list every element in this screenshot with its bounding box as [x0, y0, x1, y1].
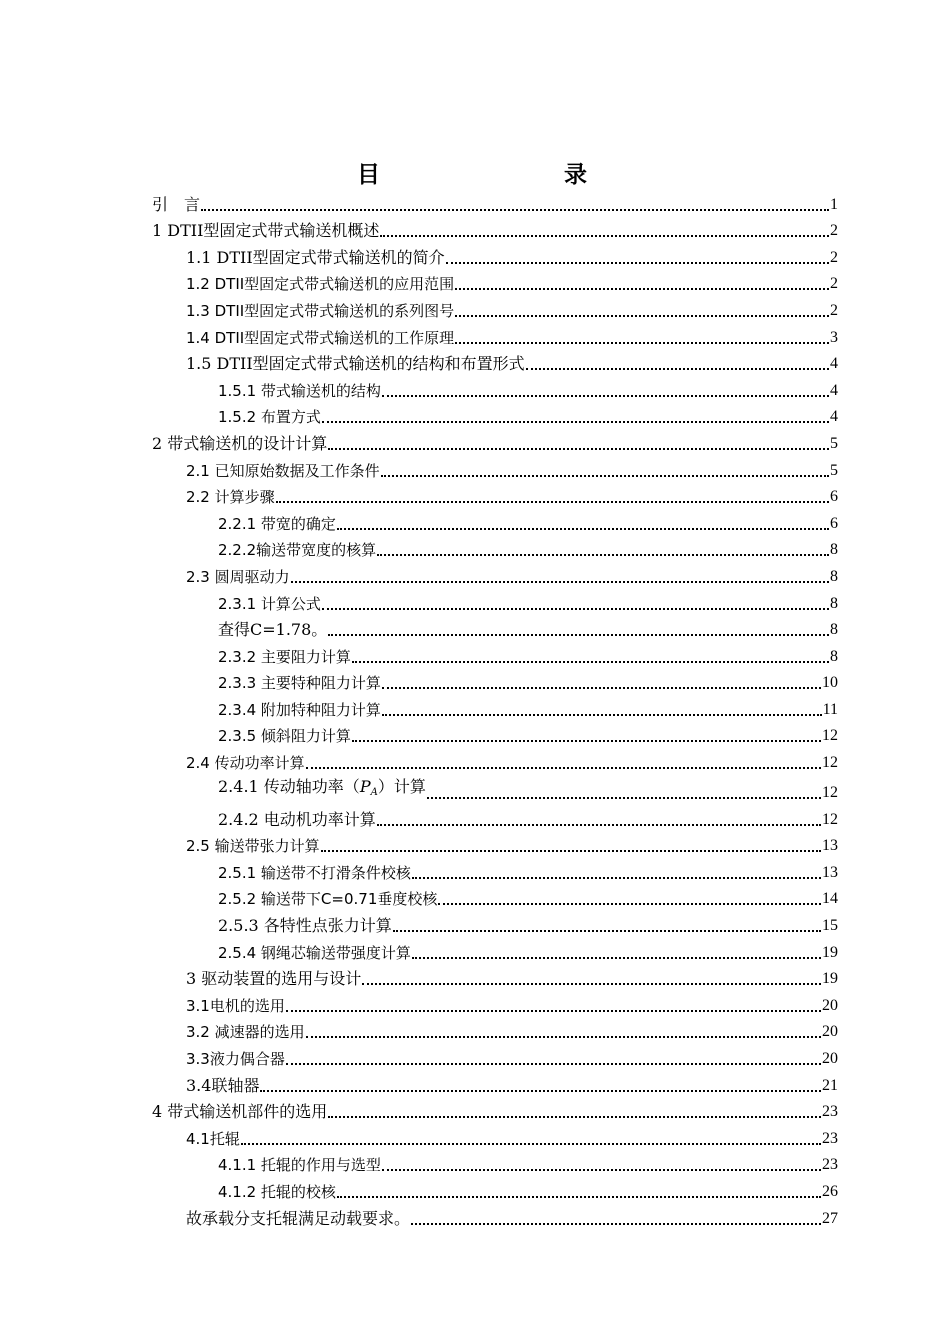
- toc-entry-label: 2.3.5 倾斜阻力计算: [218, 727, 351, 746]
- toc-entry-label-tail: ）计算: [377, 777, 426, 797]
- formula-subscript: A: [370, 787, 378, 799]
- dot-leader: [412, 876, 821, 879]
- toc-entry[interactable]: [152, 640, 838, 667]
- toc-entry-page-number: 23: [822, 1129, 838, 1147]
- dot-leader: [328, 633, 829, 636]
- toc-entry-page-number: 21: [822, 1076, 838, 1094]
- toc-entry-label: 2.5.1 输送带不打滑条件校核: [218, 863, 411, 882]
- dot-leader: [393, 929, 821, 932]
- toc-entry[interactable]: [152, 1122, 838, 1149]
- toc-entry-label: 2.5.4 钢绳芯输送带强度计算: [218, 943, 411, 962]
- toc-entry-page-number: 3: [830, 328, 838, 346]
- toc-entry-label: 4.1.1 托辊的作用与选型: [218, 1156, 381, 1175]
- toc-entry-page-number: 2: [830, 301, 838, 319]
- toc-entry-page-number: 2: [830, 222, 838, 240]
- dot-leader: [286, 1009, 821, 1012]
- toc-entry[interactable]: [152, 1016, 838, 1043]
- dot-leader: [446, 261, 829, 264]
- toc-entry-page-number: 23: [822, 1103, 838, 1121]
- toc-entry[interactable]: [152, 963, 838, 990]
- toc-entry-page-number: 8: [830, 621, 838, 639]
- toc-entry[interactable]: [152, 401, 838, 428]
- toc-entry[interactable]: [152, 215, 838, 242]
- toc-entry[interactable]: [152, 1149, 838, 1176]
- toc-entry-label: 3.2 减速器的选用: [186, 1023, 305, 1042]
- toc-entry-label: 2.5.2 输送带下C=0.71垂度校核: [218, 890, 438, 909]
- toc-entry-page-number: 19: [822, 970, 838, 988]
- dot-leader: [328, 1115, 821, 1118]
- toc-entry-label: 3.1电机的选用: [186, 996, 285, 1015]
- toc-entry[interactable]: [152, 534, 838, 561]
- toc-entry-label: 1.5 DTII型固定式带式输送机的结构和布置形式: [186, 354, 525, 374]
- toc-entry-page-number: 12: [822, 810, 838, 828]
- dot-leader: [352, 660, 829, 663]
- toc-entry-label: 2.2 计算步骤: [186, 488, 275, 507]
- dot-leader: [306, 1035, 821, 1038]
- toc-entry-label: 2.5 输送带张力计算: [186, 837, 320, 856]
- toc-entry[interactable]: [152, 1202, 838, 1229]
- dot-leader: [306, 766, 821, 769]
- toc-entry-label: 1.1 DTII型固定式带式输送机的简介: [186, 247, 445, 267]
- dot-leader: [438, 902, 821, 905]
- toc-entry[interactable]: [152, 693, 838, 720]
- toc-entry[interactable]: [152, 188, 838, 215]
- toc-entry[interactable]: [152, 454, 838, 481]
- toc-entry-label: 2.5.3 各特性点张力计算: [218, 916, 392, 936]
- toc-entry-page-number: 5: [830, 434, 838, 452]
- toc-entry[interactable]: [152, 268, 838, 295]
- toc-entry-page-number: 5: [830, 461, 838, 479]
- toc-entry[interactable]: [152, 614, 838, 641]
- toc-entry-page-number: 4: [830, 381, 838, 399]
- dot-leader: [526, 367, 829, 370]
- toc-entry-label-text: 2.4.1 传动轴功率（: [218, 777, 360, 797]
- toc-entry-label: 1.5.1 带式输送机的结构: [218, 381, 381, 400]
- toc-entry-page-number: 12: [822, 727, 838, 745]
- toc-entry[interactable]: [152, 989, 838, 1016]
- toc-entry-page-number: 23: [822, 1156, 838, 1174]
- toc-entry[interactable]: [152, 909, 838, 936]
- dot-leader: [276, 500, 829, 503]
- toc-entry-label: 2.2.2输送带宽度的核算: [218, 541, 377, 560]
- toc-entry-page-number: 11: [822, 700, 838, 718]
- toc-entry-label: 3.3液力偶合器: [186, 1050, 285, 1068]
- toc-entry-label: 引 言: [152, 194, 201, 214]
- toc-entry-page-number: 6: [830, 514, 838, 532]
- dot-leader: [201, 208, 829, 211]
- toc-entry[interactable]: [152, 1042, 838, 1069]
- toc-entry[interactable]: [152, 830, 838, 857]
- toc-entry-page-number: 12: [822, 784, 838, 802]
- dot-leader: [427, 796, 821, 799]
- toc-entry-label: 4.1.2 托辊的校核: [218, 1182, 336, 1201]
- toc-entry-label: 3 驱动装置的选用与设计: [186, 969, 362, 989]
- dot-leader: [382, 686, 821, 689]
- toc-entry[interactable]: [152, 720, 838, 747]
- toc-entry-label: 1.5.2 布置方式: [218, 408, 321, 427]
- dot-leader: [455, 314, 829, 317]
- table-of-contents: [152, 188, 838, 1229]
- toc-entry-page-number: 8: [830, 647, 838, 665]
- dot-leader: [321, 849, 821, 852]
- dot-leader: [291, 580, 829, 583]
- dot-leader: [382, 394, 829, 397]
- toc-entry-page-number: 20: [822, 1023, 838, 1041]
- toc-entry-label: 1.2 DTII型固定式带式输送机的应用范围: [186, 275, 455, 294]
- dot-leader: [260, 1089, 821, 1092]
- dot-leader: [362, 982, 821, 985]
- toc-entry-label: 2.2.1 带宽的确定: [218, 514, 336, 533]
- toc-entry-label: 1.4 DTII型固定式带式输送机的工作原理: [186, 328, 455, 347]
- toc-entry-page-number: 14: [822, 890, 838, 908]
- dot-leader: [411, 1222, 821, 1225]
- dot-leader: [381, 474, 829, 477]
- toc-entry-page-number: 10: [822, 674, 838, 692]
- toc-entry-page-number: 4: [830, 408, 838, 426]
- toc-entry-page-number: 13: [822, 837, 838, 855]
- toc-entry-label: 2 带式输送机的设计计算: [152, 433, 328, 453]
- toc-entry-label: [218, 777, 426, 803]
- toc-entry[interactable]: [152, 1096, 838, 1123]
- dot-leader: [377, 553, 829, 556]
- toc-entry[interactable]: [152, 481, 838, 508]
- toc-entry-page-number: 2: [830, 248, 838, 266]
- dot-leader: [337, 1195, 821, 1198]
- dot-leader: [241, 1142, 821, 1145]
- toc-entry-page-number: 4: [830, 355, 838, 373]
- toc-entry-label: 2.3 圆周驱动力: [186, 567, 290, 586]
- toc-entry-page-number: 20: [822, 1050, 838, 1067]
- toc-entry-label: 2.1 已知原始数据及工作条件: [186, 461, 380, 480]
- dot-leader: [380, 234, 829, 237]
- toc-entry-page-number: 2: [830, 275, 838, 293]
- dot-leader: [382, 1168, 821, 1171]
- dot-leader: [382, 713, 822, 716]
- toc-entry[interactable]: [152, 427, 838, 454]
- toc-entry-label: 2.3.2 主要阻力计算: [218, 647, 351, 666]
- toc-entry-label: 查得C=1.78。: [218, 620, 328, 640]
- dot-leader: [455, 287, 829, 290]
- toc-entry[interactable]: [152, 936, 838, 963]
- toc-entry-page-number: 19: [822, 943, 838, 961]
- toc-entry[interactable]: [152, 241, 838, 268]
- toc-entry-page-number: 12: [822, 754, 838, 772]
- toc-entry-page-number: 1: [830, 195, 838, 213]
- toc-entry[interactable]: [152, 667, 838, 694]
- dot-leader: [412, 956, 821, 959]
- toc-entry[interactable]: [152, 507, 838, 534]
- dot-leader: [322, 607, 829, 610]
- toc-entry-label: 1 DTII型固定式带式输送机概述: [152, 221, 380, 241]
- toc-entry-label: 4.1托辊: [186, 1129, 240, 1148]
- toc-entry-label: 4 带式输送机部件的选用: [152, 1102, 328, 1122]
- toc-entry[interactable]: [152, 1175, 838, 1202]
- toc-entry-label: 2.3.4 附加特种阻力计算: [218, 700, 381, 719]
- toc-entry[interactable]: [152, 803, 838, 830]
- dot-leader: [352, 739, 821, 742]
- toc-entry-page-number: 6: [830, 488, 838, 506]
- toc-entry[interactable]: [152, 746, 838, 773]
- toc-entry[interactable]: [152, 374, 838, 401]
- toc-entry[interactable]: [152, 773, 838, 803]
- toc-entry-page-number: 15: [822, 917, 838, 935]
- toc-entry-label: 故承载分支托辊满足动载要求。: [186, 1208, 411, 1228]
- toc-title: 目 录: [357, 162, 633, 188]
- dot-leader: [337, 527, 829, 530]
- toc-entry-label: 2.3.3 主要特种阻力计算: [218, 674, 381, 693]
- toc-entry-page-number: 27: [822, 1209, 838, 1227]
- toc-entry[interactable]: [152, 294, 838, 321]
- dot-leader: [377, 823, 821, 826]
- toc-entry-page-number: 26: [822, 1182, 838, 1200]
- toc-entry-label: 2.4.2 电动机功率计算: [218, 809, 376, 829]
- dot-leader: [322, 420, 829, 423]
- toc-entry-page-number: 8: [830, 594, 838, 612]
- toc-entry-page-number: 20: [822, 996, 838, 1014]
- toc-entry[interactable]: [152, 856, 838, 883]
- toc-entry-label: 2.4 传动功率计算: [186, 754, 305, 773]
- formula-variable: P: [359, 777, 371, 797]
- toc-entry-label: 3.4联轴器: [186, 1075, 260, 1095]
- toc-entry[interactable]: [152, 560, 838, 587]
- toc-entry-page-number: 8: [830, 541, 838, 559]
- toc-entry[interactable]: [152, 1069, 838, 1096]
- toc-entry-label: 2.3.1 计算公式: [218, 594, 321, 613]
- toc-entry[interactable]: [152, 883, 838, 910]
- toc-entry[interactable]: [152, 321, 838, 348]
- toc-entry-page-number: 13: [822, 863, 838, 881]
- toc-entry[interactable]: [152, 348, 838, 375]
- dot-leader: [286, 1062, 821, 1065]
- dot-leader: [328, 447, 829, 450]
- toc-entry[interactable]: [152, 587, 838, 614]
- dot-leader: [455, 341, 829, 344]
- toc-entry-label: 1.3 DTII型固定式带式输送机的系列图号: [186, 301, 455, 320]
- toc-entry-page-number: 8: [830, 567, 838, 585]
